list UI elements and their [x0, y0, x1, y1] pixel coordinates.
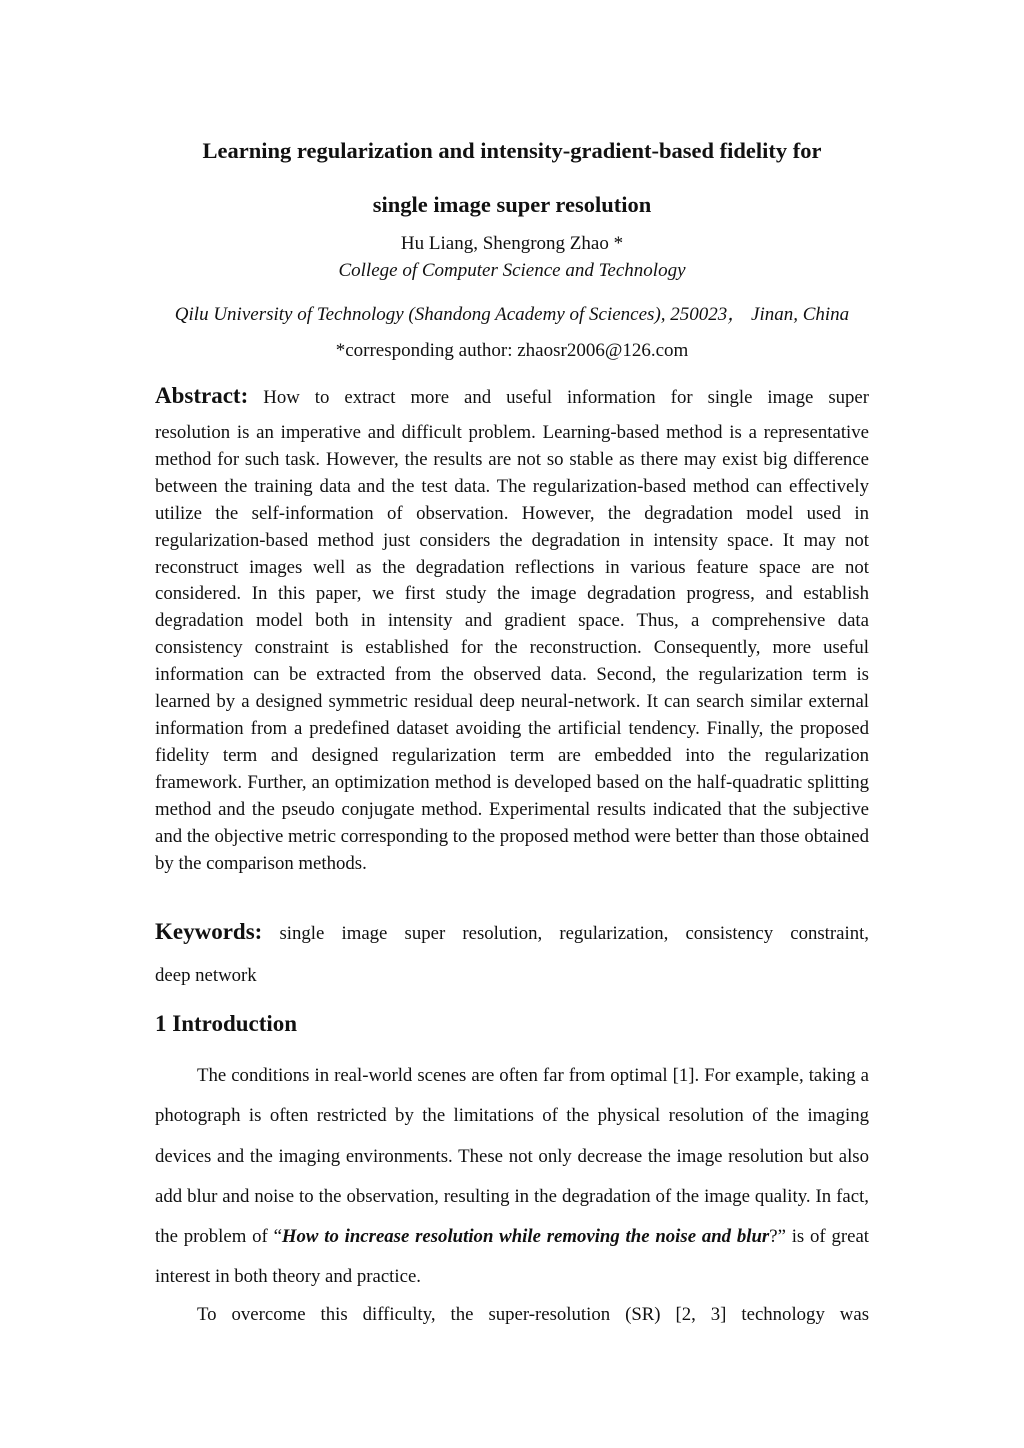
title-line-2: single image super resolution — [372, 192, 652, 217]
abstract-first-text: How to extract more and useful information for single image super — [263, 387, 869, 408]
intro-p1-emphasis: How to increase resolution while removing the noise and blur — [281, 1226, 770, 1248]
abstract-first-line — [155, 379, 869, 415]
affiliation-college: College of Computer Science and Technology — [338, 260, 686, 281]
keywords-label: Keywords: — [155, 919, 263, 944]
keywords-second-line: deep network — [155, 965, 257, 986]
keywords-first-text: single image super resolution, regularization, consistency constraint, — [279, 923, 869, 944]
corresponding-author: *corresponding author: zhaosr2006@126.com — [335, 340, 689, 361]
section-heading-introduction: 1 Introduction — [155, 1011, 298, 1036]
abstract-body: resolution is an imperative and difficult problem. Learning-based method is a representative method for such task. However, the results are not so stable as there may exist big difference between the training data and the test data. The regularization-based method can effectively utilize the self-information of observation. However, the degradation model used in regularization-based method just considers the degradation in intensity space. It may not reconstruct images well as the degradation reflections in various feature space are not considered. In this paper, we first study the image degradation progress, and establish degradation model both in intensity and gradient space. Thus, a comprehensive data consistency constraint is established for the reconstruction. Consequently, more useful information can be extracted from the observed data. Second, the regularization term is learned by a designed symmetric residual deep neural-network. It can search similar external information from a predefined dataset avoiding the artificial tendency. Finally, the proposed fidelity term and designed regularization term are embedded into the regularization framework. Further, an optimization method is developed based on the half-quadratic splitting method and the pseudo conjugate method. Experimental results indicated that the subjective and the objective metric corresponding to the proposed method were better than those obtained by the comparison methods. — [155, 422, 869, 874]
keywords-first-line — [155, 915, 869, 951]
intro-p1-text-after: ?” is of great interest in both theory and practice. — [155, 1226, 869, 1288]
authors: Hu Liang, Shengrong Zhao * — [400, 233, 624, 254]
affiliation-university: Qilu University of Technology (Shandong Academy of Sciences), 250023， Jinan, China — [174, 304, 850, 325]
introduction-paragraph-2: To overcome this difficulty, the super-resolution (SR) [2, 3] technology was — [197, 1304, 869, 1325]
intro-p1-text-before: The conditions in real-world scenes are often far from optimal [1]. For example, taking a photograph is often restricted by the limitations of the physical resolution of the imaging devices and the imaging environments. These not only decrease the image resolution but also add blur and noise to the observation, resulting in the degradation of the image quality. In fact, the problem of “ — [155, 1065, 869, 1248]
abstract-label: Abstract: — [155, 383, 249, 408]
introduction-paragraph-1 — [155, 1056, 869, 1298]
title-line-1: Learning regularization and intensity-gradient-based fidelity for — [202, 138, 822, 163]
